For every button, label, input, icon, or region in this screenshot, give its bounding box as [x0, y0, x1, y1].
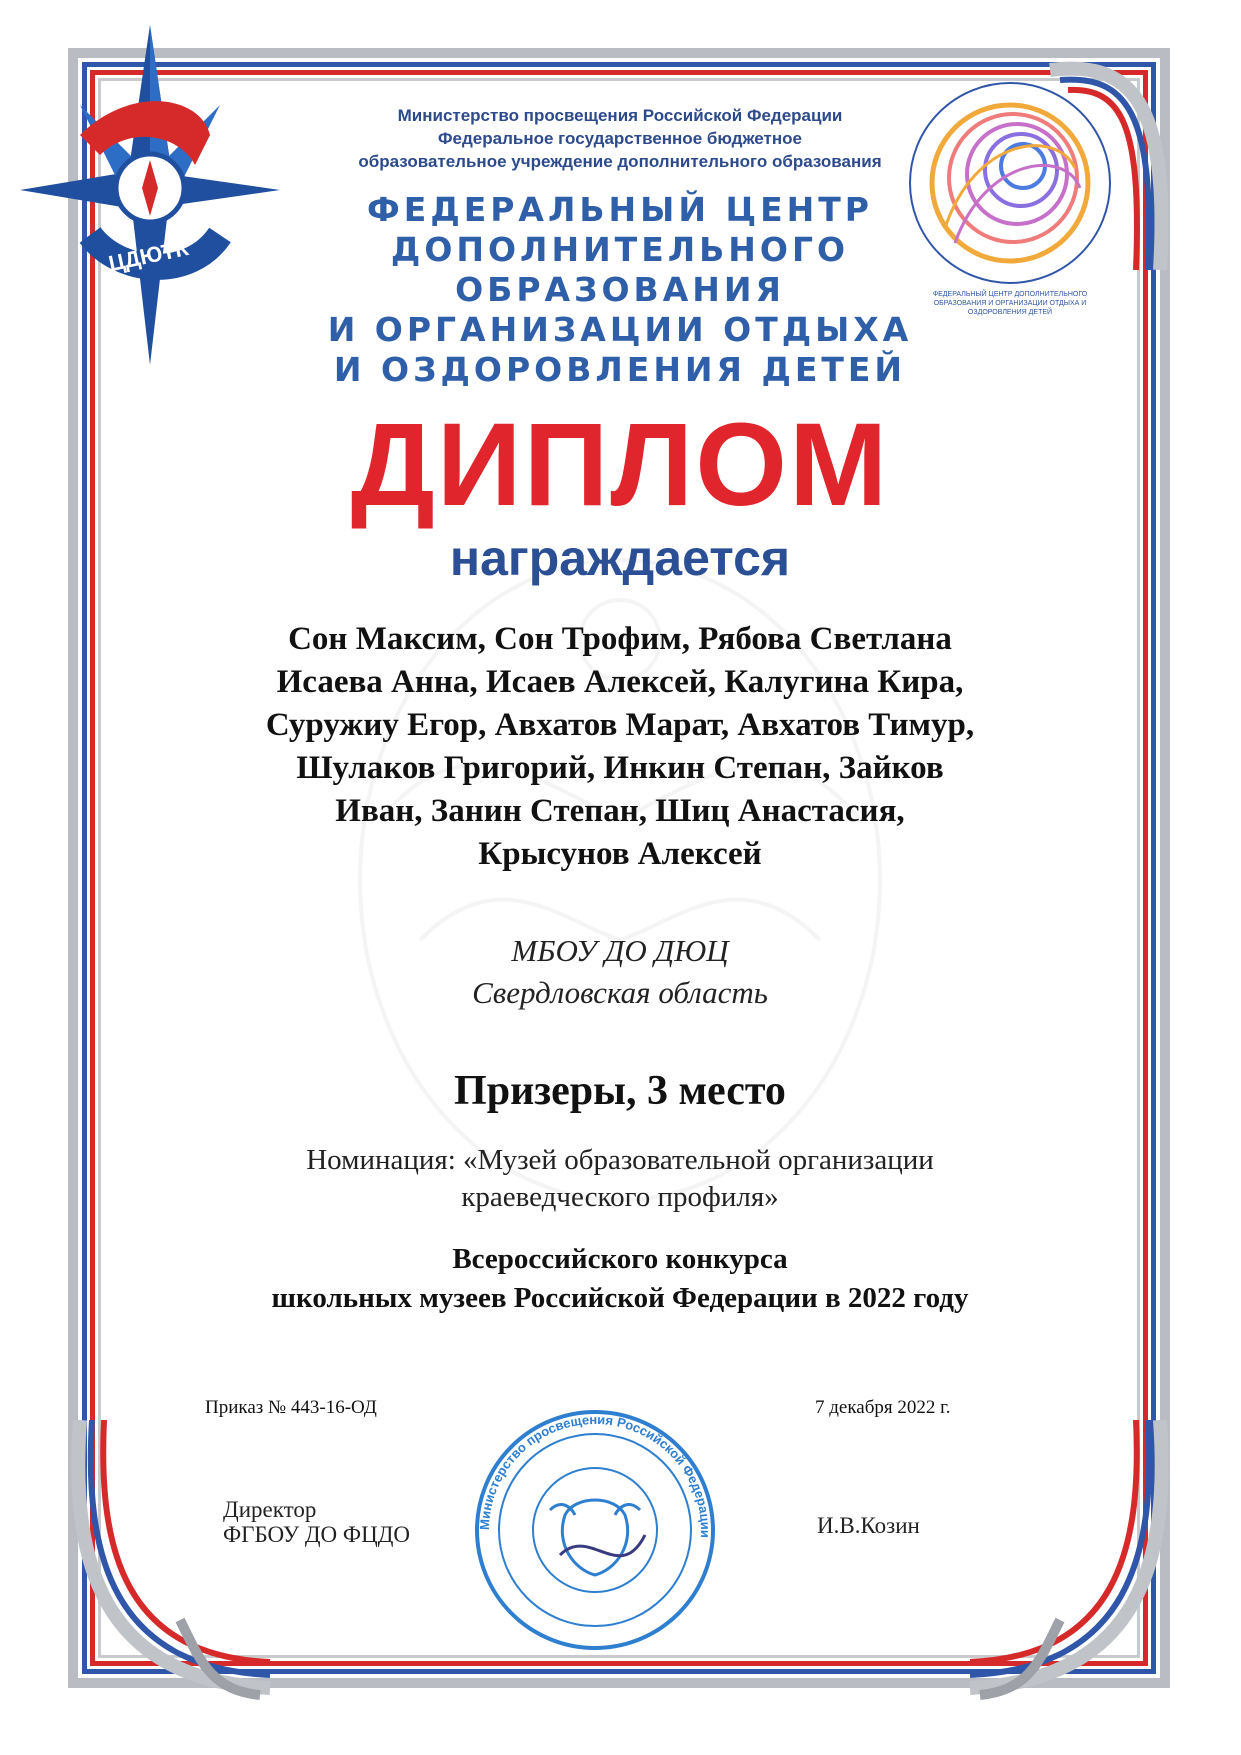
ministry-header [300, 104, 940, 173]
left-logo-text: ЦДЮТК [106, 235, 191, 277]
signatory-name: И.В.Козин [817, 1513, 920, 1538]
ministry-line: Федеральное государственное бюджетное [438, 129, 802, 148]
stamp-ring-text: Министерство просвещения Российской Федерации [476, 1411, 714, 1539]
region-name: Свердловская область [472, 975, 768, 1010]
official-stamp-icon [470, 1405, 720, 1655]
contest-line: школьных музеев Российской Федерации в 2022 году [271, 1282, 969, 1314]
ministry-line: образовательное учреждение дополнительного образования [358, 152, 882, 171]
recipients-list [150, 618, 1090, 876]
svg-text:Министерство просвещения Росси [477, 1412, 713, 1538]
center-line: ФЕДЕРАЛЬНЫЙ ЦЕНТР [367, 190, 873, 229]
contest-line: Всероссийского конкурса [452, 1243, 788, 1275]
recipients-line: Суружиу Егор, Авхатов Марат, Авхатов Тимур, [265, 707, 975, 743]
center-line: ДОПОЛНИТЕЛЬНОГО [390, 230, 850, 269]
recipients-line: Крысунов Алексей [478, 836, 762, 872]
federal-center-name [290, 190, 950, 390]
center-line: И ОРГАНИЗАЦИИ ОТДЫХА [327, 310, 913, 349]
order-date: 7 декабря 2022 г. [815, 1397, 951, 1418]
cdyutk-compass-logo-icon [20, 25, 280, 365]
contest-block [150, 1240, 1090, 1318]
awarded-label: награждается [449, 530, 791, 586]
center-line: И ОЗДОРОВЛЕНИЯ ДЕТЕЙ [333, 350, 907, 389]
recipients-line: Шулаков Григорий, Инкин Степан, Зайков [296, 750, 944, 786]
recipients-line: Исаева Анна, Исаев Алексей, Калугина Кира, [276, 664, 964, 700]
ribbon-bottom-right [960, 1420, 1180, 1720]
diploma-title: ДИПЛОМ [350, 399, 890, 531]
nomination-line: краеведческого профиля» [461, 1181, 779, 1213]
center-line: ОБРАЗОВАНИЯ [455, 270, 785, 309]
recipients-line: Сон Максим, Сон Трофим, Рябова Светлана [288, 621, 952, 657]
recipients-line: Иван, Занин Степан, Шиц Анастасия, [335, 793, 905, 829]
signatory-title-line: Директор [223, 1497, 317, 1522]
nomination-line: Номинация: «Музей образовательной организации [306, 1144, 934, 1176]
right-logo-ring-text: ФЕДЕРАЛЬНЫЙ ЦЕНТР ДОПОЛНИТЕЛЬНОГО ОБРАЗОВАНИЯ И ОРГАНИЗАЦИИ ОТДЫХА И ОЗДОРОВЛЕНИЯ ДЕТЕЙ [932, 291, 1088, 316]
place-award: Призеры, 3 место [454, 1068, 786, 1114]
order-number: Приказ № 443-16-ОД [205, 1397, 377, 1418]
organization-name: МБОУ ДО ДЮЦ [511, 933, 729, 968]
organization-block [150, 930, 1090, 1014]
signatory-title-line: ФГБОУ ДО ФЦДО [223, 1522, 410, 1547]
ministry-line: Министерство просвещения Российской Федерации [397, 106, 843, 125]
ribbon-bottom-left [60, 1420, 280, 1720]
signatory-title [223, 1497, 410, 1547]
nomination-block [150, 1142, 1090, 1216]
